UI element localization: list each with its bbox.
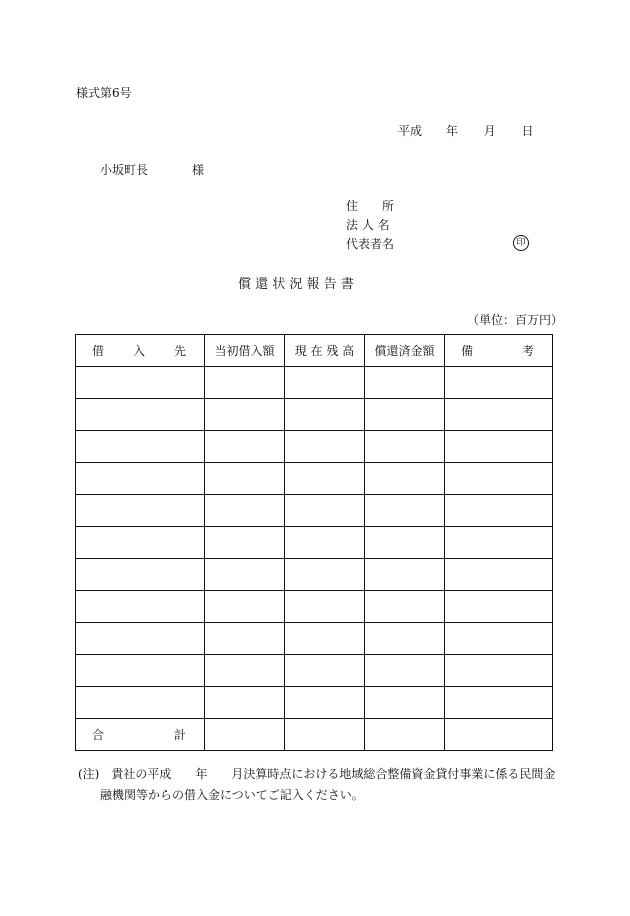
current-balance-cell[interactable] [285, 687, 365, 719]
initial-amount-cell[interactable] [205, 399, 285, 431]
current-balance-cell[interactable] [285, 495, 365, 527]
header-remarks-char: 考 [521, 344, 534, 358]
remarks-cell[interactable] [445, 367, 553, 399]
remarks-cell[interactable] [445, 527, 553, 559]
date-line [398, 122, 534, 139]
borrower-cell[interactable] [76, 527, 205, 559]
table-row [76, 367, 553, 399]
repaid-amount-cell[interactable] [365, 431, 445, 463]
current-balance-cell[interactable] [285, 591, 365, 623]
remarks-cell[interactable] [445, 431, 553, 463]
header-repaid-amount: 償還済金額 [365, 335, 445, 367]
initial-amount-cell[interactable] [205, 623, 285, 655]
remarks-cell[interactable] [445, 495, 553, 527]
repaid-amount-cell[interactable] [365, 463, 445, 495]
addressee-honorific: 様 [192, 163, 205, 177]
footnote-line-1: (注) 貴社の平成 年 月決算時点における地域総合整備資金貸付事業に係る民間金 [78, 767, 556, 781]
total-remarks-cell[interactable] [445, 719, 553, 751]
initial-amount-cell[interactable] [205, 463, 285, 495]
table-row [76, 527, 553, 559]
header-initial-amount: 当初借入額 [205, 335, 285, 367]
borrower-cell[interactable] [76, 431, 205, 463]
current-balance-cell[interactable] [285, 399, 365, 431]
header-borrower-char: 入 [132, 344, 145, 358]
date-year: 年 [445, 124, 458, 138]
footnote-line-2: 融機関等からの借入金についてご記入ください。 [100, 788, 364, 802]
remarks-cell[interactable] [445, 655, 553, 687]
table-row [76, 431, 553, 463]
borrower-cell[interactable] [76, 655, 205, 687]
header-borrower-char: 借 [92, 344, 105, 358]
header-remarks-char: 備 [461, 344, 474, 358]
date-day: 日 [521, 124, 534, 138]
repaid-amount-cell[interactable] [365, 559, 445, 591]
current-balance-cell[interactable] [285, 527, 365, 559]
total-label-char: 合 [92, 728, 105, 742]
total-current-balance-cell[interactable] [285, 719, 365, 751]
initial-amount-cell[interactable] [205, 559, 285, 591]
remarks-cell[interactable] [445, 559, 553, 591]
header-borrower-char: 先 [173, 344, 186, 358]
current-balance-cell[interactable] [285, 655, 365, 687]
table-row [76, 591, 553, 623]
borrower-cell[interactable] [76, 495, 205, 527]
total-row [76, 719, 553, 751]
date-era: 平成 [398, 124, 423, 138]
repayment-table [75, 334, 553, 751]
representative-label: 代表者名 [346, 237, 395, 251]
repaid-amount-cell[interactable] [365, 687, 445, 719]
address-label: 住 所 [346, 199, 395, 213]
remarks-cell[interactable] [445, 463, 553, 495]
table-row [76, 495, 553, 527]
table-row [76, 559, 553, 591]
initial-amount-cell[interactable] [205, 591, 285, 623]
total-initial-amount-cell[interactable] [205, 719, 285, 751]
initial-amount-cell[interactable] [205, 687, 285, 719]
borrower-cell[interactable] [76, 463, 205, 495]
borrower-cell[interactable] [76, 687, 205, 719]
table-row [76, 687, 553, 719]
borrower-cell[interactable] [76, 623, 205, 655]
table-row [76, 655, 553, 687]
form-number: 様式第6号 [76, 86, 132, 100]
borrower-cell[interactable] [76, 399, 205, 431]
repaid-amount-cell[interactable] [365, 655, 445, 687]
table-row [76, 399, 553, 431]
borrower-cell[interactable] [76, 559, 205, 591]
repaid-amount-cell[interactable] [365, 399, 445, 431]
repaid-amount-cell[interactable] [365, 367, 445, 399]
initial-amount-cell[interactable] [205, 655, 285, 687]
header-current-balance: 現 在 残 高 [285, 335, 365, 367]
unit-label: （単位：百万円） [467, 313, 564, 327]
repaid-amount-cell[interactable] [365, 623, 445, 655]
repaid-amount-cell[interactable] [365, 495, 445, 527]
addressee [100, 161, 204, 178]
total-label-char: 計 [173, 728, 186, 742]
header-borrower [76, 335, 205, 367]
borrower-cell[interactable] [76, 591, 205, 623]
remarks-cell[interactable] [445, 623, 553, 655]
repaid-amount-cell[interactable] [365, 527, 445, 559]
seal-mark: 印 [513, 235, 529, 251]
borrower-cell[interactable] [76, 367, 205, 399]
document-title: 償 還 状 況 報 告 書 [238, 277, 354, 292]
footnote [78, 764, 568, 806]
current-balance-cell[interactable] [285, 623, 365, 655]
remarks-cell[interactable] [445, 591, 553, 623]
table-header-row [76, 335, 553, 367]
remarks-cell[interactable] [445, 399, 553, 431]
repaid-amount-cell[interactable] [365, 591, 445, 623]
initial-amount-cell[interactable] [205, 495, 285, 527]
total-repaid-amount-cell[interactable] [365, 719, 445, 751]
initial-amount-cell[interactable] [205, 527, 285, 559]
current-balance-cell[interactable] [285, 559, 365, 591]
remarks-cell[interactable] [445, 687, 553, 719]
table-row [76, 463, 553, 495]
corporation-label: 法 人 名 [346, 218, 390, 232]
addressee-name: 小坂町長 [100, 163, 149, 177]
date-month: 月 [483, 124, 496, 138]
current-balance-cell[interactable] [285, 463, 365, 495]
current-balance-cell[interactable] [285, 431, 365, 463]
header-remarks [445, 335, 553, 367]
current-balance-cell[interactable] [285, 367, 365, 399]
initial-amount-cell[interactable] [205, 367, 285, 399]
table-row [76, 623, 553, 655]
initial-amount-cell[interactable] [205, 431, 285, 463]
total-label [76, 719, 205, 751]
